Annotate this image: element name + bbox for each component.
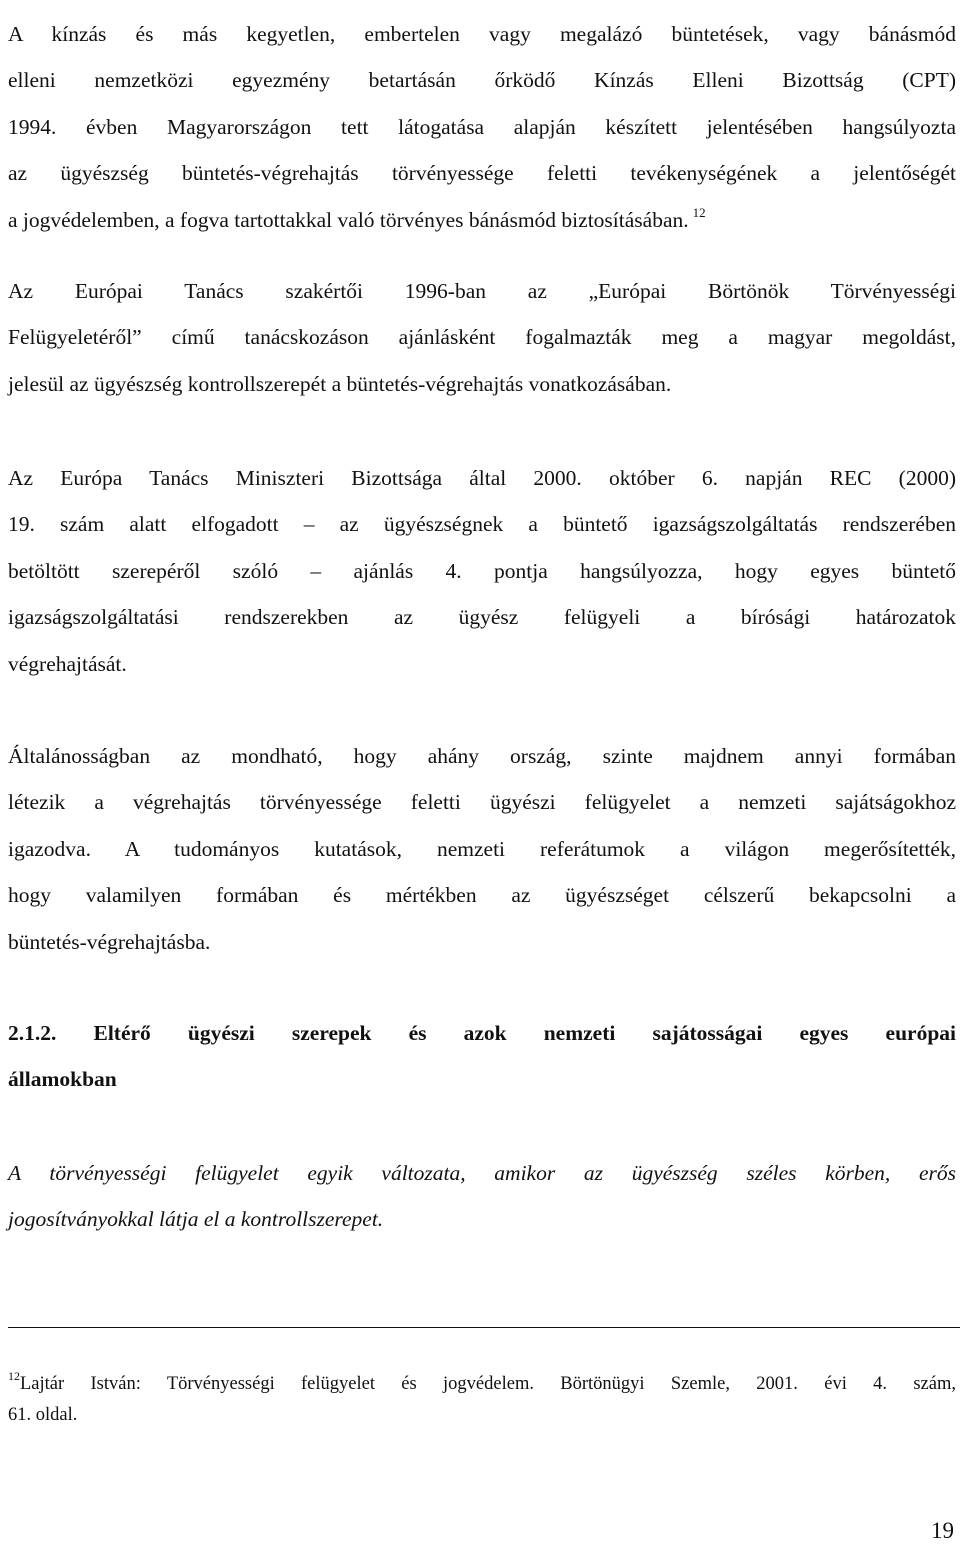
page-number: 19 xyxy=(931,1518,954,1543)
text-line: büntetés-végrehajtásba. xyxy=(8,929,211,954)
footnote-text: Lajtár István: Törvényességi felügyelet és jogvédelem. Börtönügyi Szemle, 2001. évi 4. szám, xyxy=(20,1374,956,1394)
text-line: Az Európai Tanács szakértői 1996-ban az „Európai Börtönök Törvényességi xyxy=(8,279,956,303)
footnote-mark: 12 xyxy=(8,1369,20,1383)
text-line: jelesül az ügyészség kontrollszerepét a büntetés-végrehajtás vonatkozásában. xyxy=(8,371,672,396)
paragraph-european-council xyxy=(8,268,956,407)
text-line: az ügyészség büntetés-végrehajtás törvényessége feletti tevékenységének a jelentőségét xyxy=(8,161,956,186)
section-heading xyxy=(8,1010,956,1103)
text-line-content: a jogvédelemben, a fogva tartottakkal való törvényes bánásmód biztosításában. xyxy=(8,207,689,232)
text-line: 1994. évben Magyarországon tett látogatása alapján készített jelentésében hangsúlyozta xyxy=(8,114,956,139)
text-line: igazságszolgáltatási rendszerekben az ügyész felügyeli a bírósági határozatok xyxy=(8,605,956,630)
text-line: A kínzás és más kegyetlen, embertelen vagy megalázó büntetések, vagy bánásmód xyxy=(8,22,956,46)
text-line: A törvényességi felügyelet egyik változata, amikor az ügyészség széles körben, erős xyxy=(8,1161,956,1185)
paragraph-rec-2000-19 xyxy=(8,455,956,687)
footnote-reference[interactable]: 12 xyxy=(692,204,706,220)
text-line: 19. szám alatt elfogadott – az ügyészségnek a büntető igazságszolgáltatás rendszerében xyxy=(8,512,956,537)
heading-line: államokban xyxy=(8,1067,117,1092)
text-line: betöltött szerepéről szóló – ajánlás 4. pontja hangsúlyozza, hogy egyes büntető xyxy=(8,558,956,583)
text-line: létezik a végrehajtás törvényessége feletti ügyészi felügyelet a nemzeti sajátságokhoz xyxy=(8,790,956,815)
text-line: jogosítványokkal látja el a kontrollszerepet. xyxy=(8,1207,384,1232)
text-line: elleni nemzetközi egyezmény betartásán őrködő Kínzás Elleni Bizottság (CPT) xyxy=(8,68,956,93)
text-line xyxy=(8,197,956,243)
text-line: hogy valamilyen formában és mértékben az ügyészséget célszerű bekapcsolni a xyxy=(8,883,956,908)
text-line: végrehajtását. xyxy=(8,651,127,676)
heading-line: 2.1.2. Eltérő ügyészi szerepek és azok nemzeti sajátosságai egyes európai xyxy=(8,1021,956,1045)
text-line: Felügyeletéről” című tanácskozáson ajánlásként fogalmazták meg a magyar megoldást, xyxy=(8,325,956,350)
text-line: Általánosságban az mondható, hogy ahány ország, szinte majdnem annyi formában xyxy=(8,744,956,768)
paragraph-italic-intro xyxy=(8,1150,956,1243)
paragraph-general-observation xyxy=(8,733,956,965)
text-line: Az Európa Tanács Miniszteri Bizottsága által 2000. október 6. napján REC (2000) xyxy=(8,466,956,490)
footnote-line xyxy=(8,1369,956,1400)
paragraph-cpt-report xyxy=(8,11,956,243)
text-line: igazodva. A tudományos kutatások, nemzeti referátumok a világon megerősítették, xyxy=(8,836,956,861)
footnote xyxy=(8,1369,956,1431)
footnote-separator xyxy=(8,1327,960,1328)
footnote-line: 61. oldal. xyxy=(8,1405,78,1425)
